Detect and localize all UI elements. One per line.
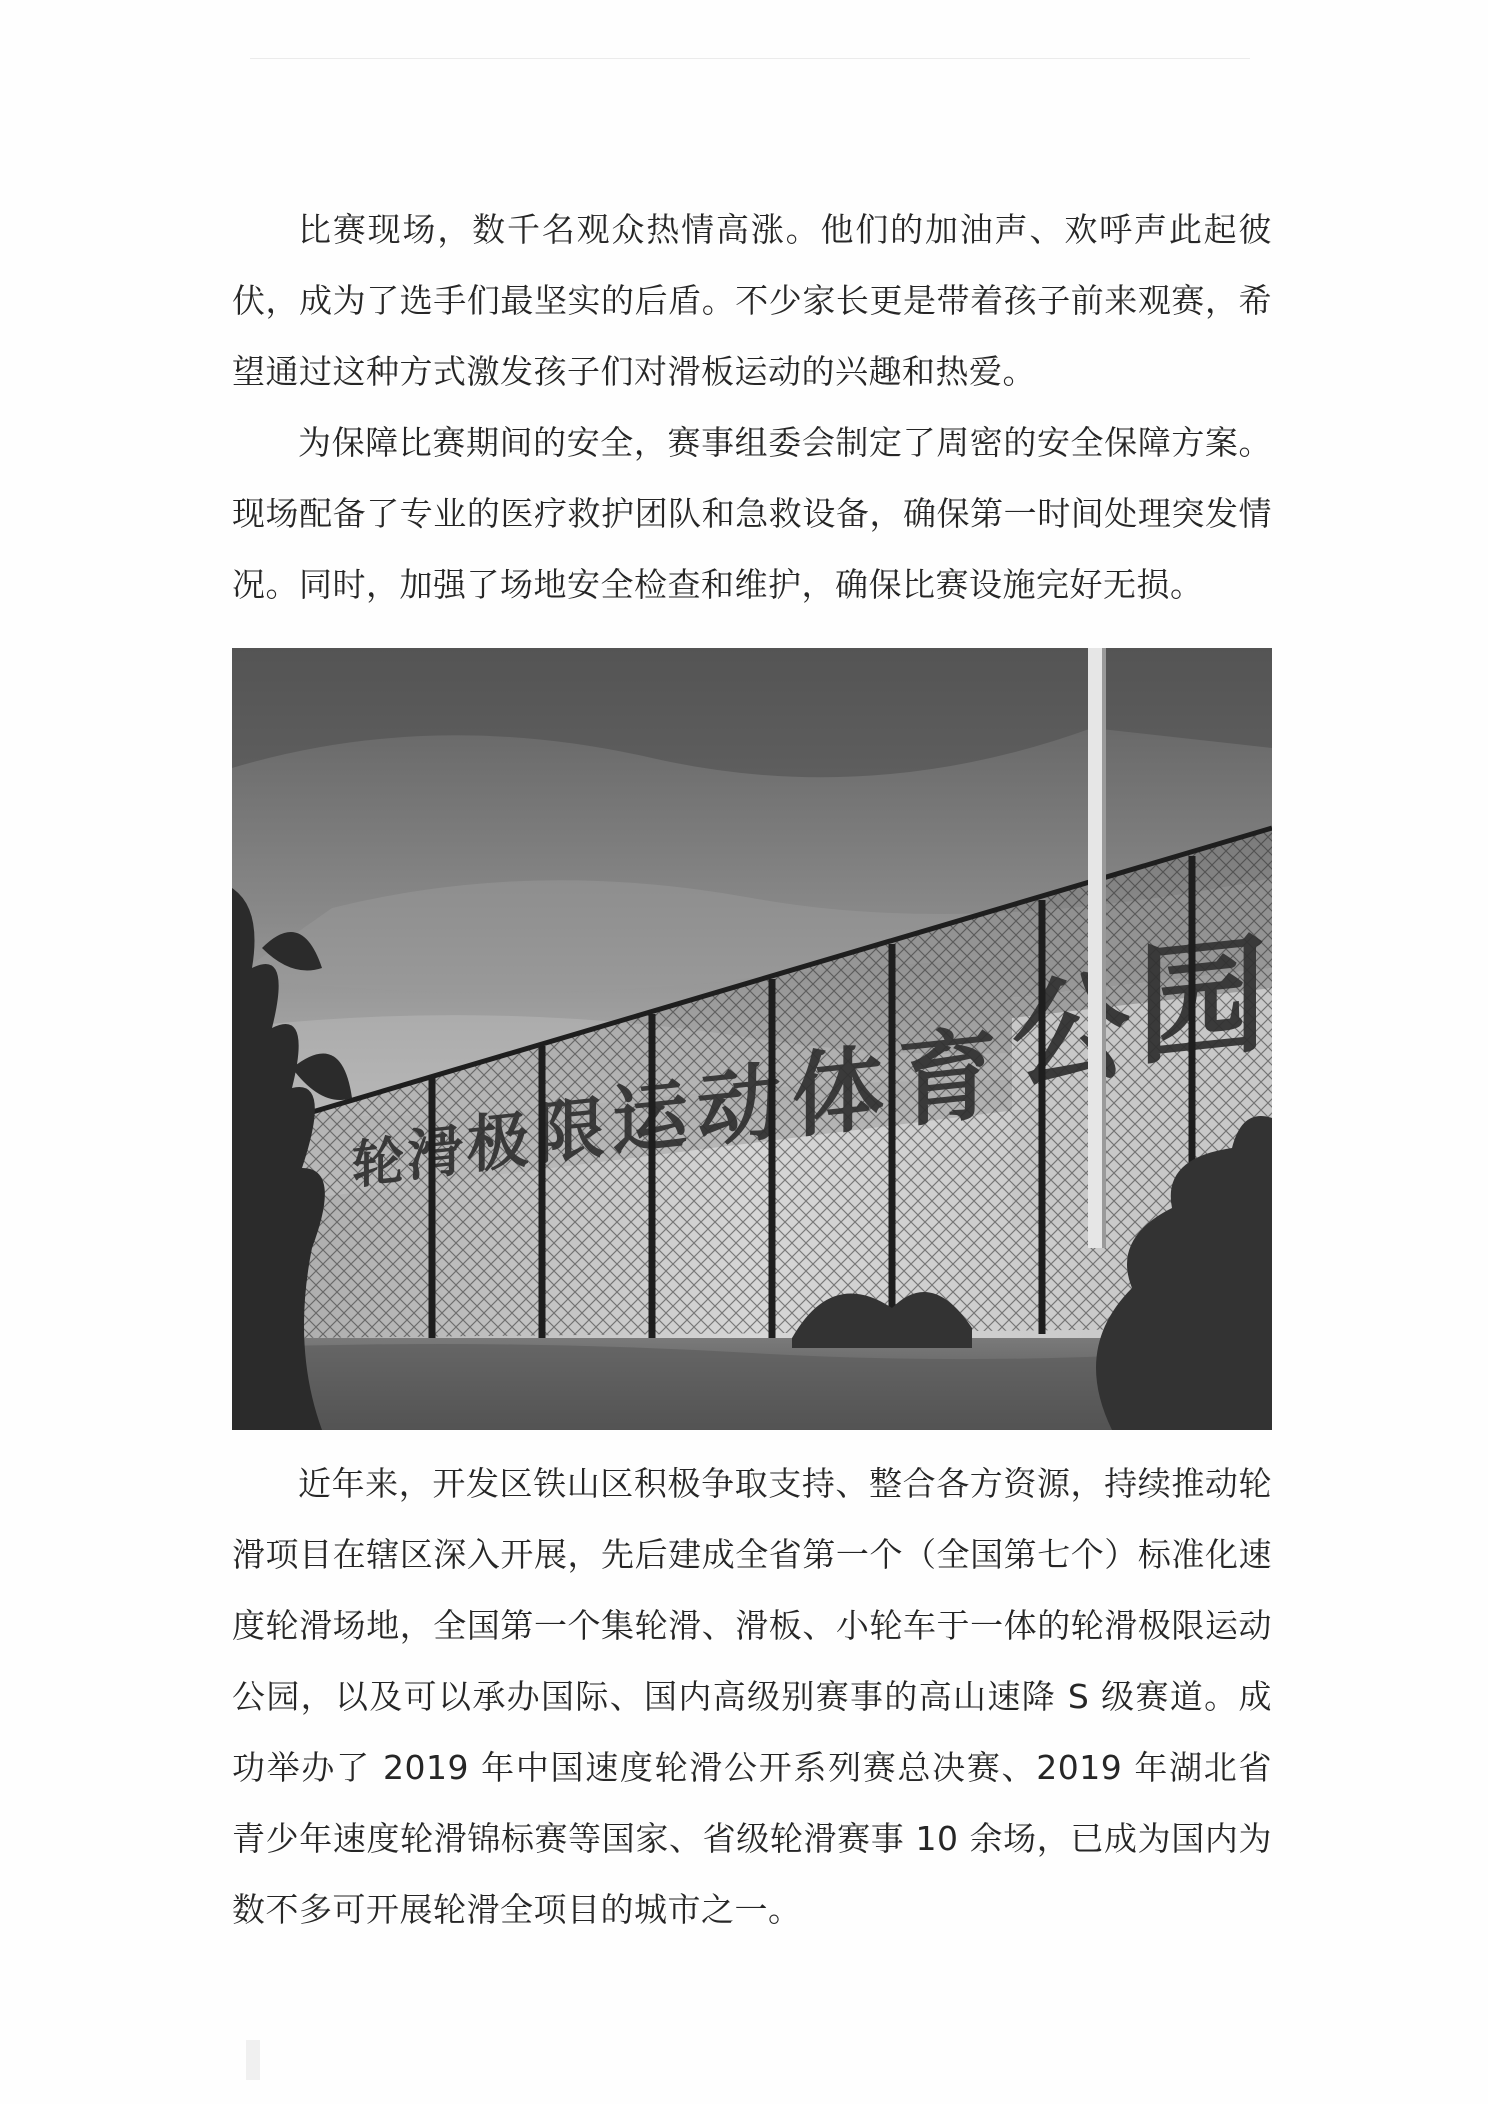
paragraph: 比赛现场，数千名观众热情高涨。他们的加油声、欢呼声此起彼伏，成为了选手们最坚实的后盾。不少家长更是带着孩子前来观赛，希望通过这种方式激发孩子们对滑板运动的兴趣和热爱。 — [232, 210, 1272, 391]
park-fence-photo — [232, 648, 1272, 1430]
scan-speckle — [246, 2040, 260, 2080]
text-block-top — [232, 194, 1272, 620]
scan-speckle — [250, 58, 1250, 59]
paragraph: 为保障比赛期间的安全，赛事组委会制定了周密的安全保障方案。现场配备了专业的医疗救护团队和急救设备，确保第一时间处理突发情况。同时，加强了场地安全检查和维护，确保比赛设施完好无损。 — [232, 423, 1272, 604]
paragraph: 近年来，开发区铁山区积极争取支持、整合各方资源，持续推动轮滑项目在辖区深入开展，先后建成全省第一个（全国第七个）标准化速度轮滑场地，全国第一个集轮滑、滑板、小轮车于一体的轮滑极限运动公园，以及可以承办国际、国内高级别赛事的高山速降 S 级赛道。成功举办了 2019 年中国速度轮滑公开系列赛总决赛、2019 年湖北省青少年速度轮滑锦标赛等国家、省级轮滑赛事 10 余场，已成为国内为数不多可开展轮滑全项目的城市之一。 — [232, 1464, 1272, 1929]
text-block-bottom — [232, 1448, 1272, 1945]
photo-fence-park-sign-icon — [232, 648, 1272, 1430]
